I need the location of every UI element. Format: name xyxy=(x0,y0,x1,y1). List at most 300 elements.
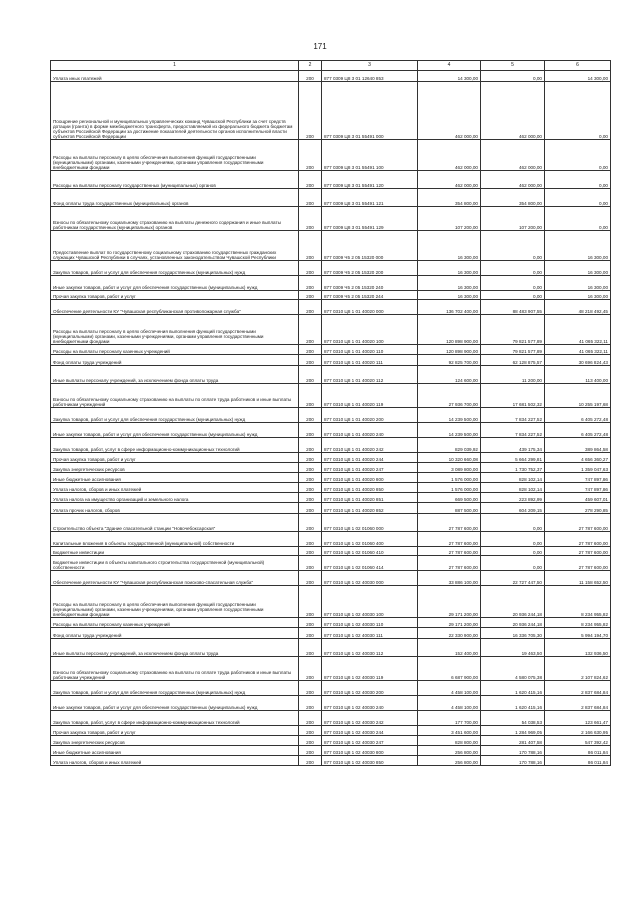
table-row xyxy=(51,189,611,207)
executed-amount-cell: 170 788,16 xyxy=(481,756,545,766)
table-row xyxy=(51,681,611,696)
row-name-cell: Взносы по обязательному социальному страхованию на выплаты по оплате труда работников и иные выплаты работникам учреждений xyxy=(51,384,299,408)
line-code-cell: 200 xyxy=(299,532,322,547)
column-header: 1 xyxy=(51,61,299,71)
executed-amount-cell: 88 483 907,55 xyxy=(481,300,545,315)
row-name-cell: Уплата налогов, сборов и иных платежей xyxy=(51,756,299,766)
budget-classification-cell: 877 0310 Ц8 1 01 40020 119 xyxy=(322,384,418,408)
table-row xyxy=(51,315,611,345)
row-name-cell: Уплата налогов, сборов и иных платежей xyxy=(51,483,299,493)
approved-amount-cell: 27 787 600,00 xyxy=(418,532,481,547)
executed-amount-cell: 107 200,00 xyxy=(481,207,545,231)
row-name-cell: Уплата прочих налогов, сборов xyxy=(51,503,299,514)
table-row xyxy=(51,556,611,571)
line-code-cell: 200 xyxy=(299,261,322,276)
row-name-cell: Уплата налога на имущество организаций и земельного налога xyxy=(51,493,299,503)
budget-classification-cell: 877 0310 Ц8 1 02 40030 850 xyxy=(322,756,418,766)
table-row xyxy=(51,532,611,547)
budget-classification-cell: 877 0309 Ч5 2 05 15320 000 xyxy=(322,231,418,261)
budget-classification-cell: 877 0310 Ц8 1 01 40020 240 xyxy=(322,423,418,438)
executed-amount-cell: 19 463,50 xyxy=(481,639,545,657)
executed-amount-cell: 0,00 xyxy=(481,291,545,300)
column-header: 2 xyxy=(299,61,322,71)
budget-execution-table xyxy=(50,60,611,766)
row-name-cell: Иные бюджетные ассигнования xyxy=(51,473,299,483)
line-code-cell: 200 xyxy=(299,483,322,493)
approved-amount-cell: 177 700,00 xyxy=(418,711,481,726)
line-code-cell: 200 xyxy=(299,315,322,345)
approved-amount-cell: 4 458 100,00 xyxy=(418,696,481,711)
unexecuted-amount-cell: 0,00 xyxy=(545,140,611,171)
line-code-cell: 200 xyxy=(299,628,322,639)
approved-amount-cell: 152 400,00 xyxy=(418,639,481,657)
unexecuted-amount-cell: 0,00 xyxy=(545,189,611,207)
line-code-cell: 200 xyxy=(299,657,322,681)
line-code-cell: 200 xyxy=(299,189,322,207)
table-row xyxy=(51,571,611,586)
executed-amount-cell: 1 730 752,37 xyxy=(481,463,545,473)
approved-amount-cell: 829 039,92 xyxy=(418,438,481,453)
row-name-cell: Иные закупки товаров, работ и услуг для обеспечения государственных (муниципальных) нужд xyxy=(51,276,299,291)
table-header xyxy=(51,61,611,71)
unexecuted-amount-cell: 278 290,85 xyxy=(545,503,611,514)
column-header: 4 xyxy=(418,61,481,71)
approved-amount-cell: 120 898 900,00 xyxy=(418,315,481,345)
table-row xyxy=(51,207,611,231)
unexecuted-amount-cell: 747 897,86 xyxy=(545,483,611,493)
column-number-row xyxy=(51,61,611,71)
executed-amount-cell: 0,00 xyxy=(481,261,545,276)
row-name-cell: Закупка товаров, работ и услуг для обеспечения государственных (муниципальных) нужд xyxy=(51,681,299,696)
row-name-cell: Бюджетные инвестиции xyxy=(51,547,299,556)
row-name-cell: Иные закупки товаров, работ и услуг для обеспечения государственных (муниципальных) нужд xyxy=(51,696,299,711)
executed-amount-cell: 0,00 xyxy=(481,547,545,556)
line-code-cell: 200 xyxy=(299,453,322,463)
line-code-cell: 200 xyxy=(299,746,322,756)
unexecuted-amount-cell: 41 065 322,11 xyxy=(545,345,611,355)
unexecuted-amount-cell: 27 787 600,00 xyxy=(545,514,611,532)
budget-classification-cell: 877 0309 Ц8 3 01 55491 100 xyxy=(322,140,418,171)
row-name-cell: Расходы на выплаты персоналу в целях обеспечения выполнения функций государственными (муниципальными) органами, казенными учреждениями, органами управления государственными внебюджетными фондами xyxy=(51,586,299,618)
row-name-cell: Фонд оплаты труда учреждений xyxy=(51,628,299,639)
executed-amount-cell: 0,00 xyxy=(481,532,545,547)
table-row xyxy=(51,261,611,276)
line-code-cell: 200 xyxy=(299,82,322,140)
budget-classification-cell: 877 0309 Ч5 2 05 15320 244 xyxy=(322,291,418,300)
table-row xyxy=(51,657,611,681)
row-name-cell: Прочая закупка товаров, работ и услуг xyxy=(51,453,299,463)
line-code-cell: 200 xyxy=(299,207,322,231)
table-row xyxy=(51,355,611,366)
table-row xyxy=(51,756,611,766)
line-code-cell: 200 xyxy=(299,423,322,438)
budget-classification-cell: 877 0310 Ц8 1 02 01060 414 xyxy=(322,556,418,571)
executed-amount-cell: 4 580 075,38 xyxy=(481,657,545,681)
unexecuted-amount-cell: 747 897,86 xyxy=(545,473,611,483)
executed-amount-cell: 439 175,34 xyxy=(481,438,545,453)
line-code-cell: 200 xyxy=(299,711,322,726)
unexecuted-amount-cell: 16 300,00 xyxy=(545,261,611,276)
approved-amount-cell: 3 451 600,00 xyxy=(418,726,481,736)
approved-amount-cell: 887 500,00 xyxy=(418,503,481,514)
executed-amount-cell: 0,00 xyxy=(481,71,545,82)
table-row xyxy=(51,726,611,736)
row-name-cell: Расходы на выплаты персоналу в целях обеспечения выполнения функций государственными (муниципальными) органами, казенными учреждениями, органами управления государственными внебюджетными фондами xyxy=(51,315,299,345)
unexecuted-amount-cell: 27 787 600,00 xyxy=(545,532,611,547)
table-row xyxy=(51,82,611,140)
line-code-cell: 200 xyxy=(299,618,322,628)
budget-classification-cell: 877 0310 Ц8 1 02 40030 200 xyxy=(322,681,418,696)
column-header: 6 xyxy=(545,61,611,71)
row-name-cell: Прочая закупка товаров, работ и услуг xyxy=(51,291,299,300)
budget-classification-cell: 877 0310 Ц8 1 02 01060 400 xyxy=(322,532,418,547)
table-row xyxy=(51,639,611,657)
unexecuted-amount-cell: 132 936,50 xyxy=(545,639,611,657)
approved-amount-cell: 107 200,00 xyxy=(418,207,481,231)
approved-amount-cell: 22 330 900,00 xyxy=(418,628,481,639)
budget-classification-cell: 877 0310 Ц8 1 01 40020 852 xyxy=(322,503,418,514)
executed-amount-cell: 20 936 244,18 xyxy=(481,586,545,618)
table-row xyxy=(51,231,611,261)
approved-amount-cell: 669 500,00 xyxy=(418,493,481,503)
executed-amount-cell: 0,00 xyxy=(481,231,545,261)
table-row xyxy=(51,384,611,408)
approved-amount-cell: 29 171 200,00 xyxy=(418,618,481,628)
approved-amount-cell: 828 800,00 xyxy=(418,736,481,746)
budget-classification-cell: 877 0309 Ч5 2 05 15320 200 xyxy=(322,261,418,276)
unexecuted-amount-cell: 2 107 824,62 xyxy=(545,657,611,681)
line-code-cell: 200 xyxy=(299,366,322,384)
row-name-cell: Взносы по обязательному социальному страхованию на выплаты денежного содержания и иные выплаты работникам государственных (муниципальных) органов xyxy=(51,207,299,231)
unexecuted-amount-cell: 16 300,00 xyxy=(545,291,611,300)
line-code-cell: 200 xyxy=(299,355,322,366)
budget-classification-cell: 877 0310 Ц8 1 01 40020 247 xyxy=(322,463,418,473)
line-code-cell: 200 xyxy=(299,171,322,189)
table-body xyxy=(51,71,611,766)
unexecuted-amount-cell: 16 300,00 xyxy=(545,231,611,261)
budget-classification-cell: 877 0310 Ц8 1 02 40030 800 xyxy=(322,746,418,756)
budget-classification-cell: 877 0310 Ц8 1 01 40020 242 xyxy=(322,438,418,453)
budget-classification-cell: 877 0309 Ц8 3 01 55491 121 xyxy=(322,189,418,207)
approved-amount-cell: 256 800,00 xyxy=(418,756,481,766)
row-name-cell: Обеспечение деятельности КУ "Чувашская республиканская поисково-спасательная служба" xyxy=(51,571,299,586)
table-row xyxy=(51,514,611,532)
approved-amount-cell: 120 898 900,00 xyxy=(418,345,481,355)
row-name-cell: Обеспечение деятельности КУ "Чувашская республиканская противопожарная служба" xyxy=(51,300,299,315)
executed-amount-cell: 79 821 577,89 xyxy=(481,315,545,345)
approved-amount-cell: 14 239 500,00 xyxy=(418,408,481,423)
row-name-cell: Расходы на выплаты персоналу казенных учреждений xyxy=(51,345,299,355)
unexecuted-amount-cell: 8 234 955,82 xyxy=(545,586,611,618)
budget-classification-cell: 877 0310 Ц8 1 02 40030 119 xyxy=(322,657,418,681)
row-name-cell: Иные закупки товаров, работ и услуг для обеспечения государственных (муниципальных) нужд xyxy=(51,423,299,438)
approved-amount-cell: 462 000,00 xyxy=(418,140,481,171)
approved-amount-cell: 354 800,00 xyxy=(418,189,481,207)
approved-amount-cell: 27 787 600,00 xyxy=(418,514,481,532)
executed-amount-cell: 22 727 447,50 xyxy=(481,571,545,586)
line-code-cell: 200 xyxy=(299,514,322,532)
row-name-cell: Закупка энергетических ресурсов xyxy=(51,463,299,473)
table-row xyxy=(51,736,611,746)
table-row xyxy=(51,696,611,711)
budget-classification-cell: 877 0310 Ц8 1 02 40030 112 xyxy=(322,639,418,657)
row-name-cell: Предоставление выплат по государственному социальному страхованию государственных гражданских служащих Чувашской Республики в случаях, установленных законодательством Чувашской Республики xyxy=(51,231,299,261)
unexecuted-amount-cell: 0,00 xyxy=(545,171,611,189)
approved-amount-cell: 27 787 600,00 xyxy=(418,547,481,556)
table-row xyxy=(51,473,611,483)
unexecuted-amount-cell: 27 787 600,00 xyxy=(545,547,611,556)
line-code-cell: 200 xyxy=(299,384,322,408)
approved-amount-cell: 124 600,00 xyxy=(418,366,481,384)
row-name-cell: Закупка товаров, работ, услуг в сфере информационно-коммуникационных технологий xyxy=(51,711,299,726)
table-row xyxy=(51,366,611,384)
unexecuted-amount-cell: 11 158 652,50 xyxy=(545,571,611,586)
line-code-cell: 200 xyxy=(299,586,322,618)
budget-classification-cell: 877 0310 Ц8 1 02 40030 242 xyxy=(322,711,418,726)
budget-classification-cell: 877 0309 Ц8 3 01 55491 129 xyxy=(322,207,418,231)
unexecuted-amount-cell: 41 065 322,11 xyxy=(545,315,611,345)
budget-classification-cell: 877 0310 Ц8 1 01 40020 112 xyxy=(322,366,418,384)
budget-classification-cell: 877 0310 Ц8 1 02 40030 247 xyxy=(322,736,418,746)
approved-amount-cell: 256 800,00 xyxy=(418,746,481,756)
approved-amount-cell: 16 300,00 xyxy=(418,231,481,261)
budget-classification-cell: 877 0310 Ц8 1 01 40020 110 xyxy=(322,345,418,355)
table-row xyxy=(51,438,611,453)
unexecuted-amount-cell: 123 661,47 xyxy=(545,711,611,726)
approved-amount-cell: 16 300,00 xyxy=(418,276,481,291)
unexecuted-amount-cell: 14 300,00 xyxy=(545,71,611,82)
row-name-cell: Прочая закупка товаров, работ и услуг xyxy=(51,726,299,736)
budget-classification-cell: 877 0309 Ч5 2 05 15320 240 xyxy=(322,276,418,291)
budget-classification-cell: 877 0309 Ц8 3 01 55491 000 xyxy=(322,82,418,140)
executed-amount-cell: 79 821 577,89 xyxy=(481,345,545,355)
unexecuted-amount-cell: 6 405 272,48 xyxy=(545,408,611,423)
unexecuted-amount-cell: 113 400,00 xyxy=(545,366,611,384)
approved-amount-cell: 136 702 400,00 xyxy=(418,300,481,315)
column-header: 5 xyxy=(481,61,545,71)
unexecuted-amount-cell: 30 696 824,43 xyxy=(545,355,611,366)
row-name-cell: Капитальные вложения в объекты государственной (муниципальной) собственности xyxy=(51,532,299,547)
column-header: 3 xyxy=(322,61,418,71)
approved-amount-cell: 16 300,00 xyxy=(418,261,481,276)
approved-amount-cell: 462 000,00 xyxy=(418,82,481,140)
executed-amount-cell: 0,00 xyxy=(481,276,545,291)
table-row xyxy=(51,423,611,438)
budget-classification-cell: 877 0310 Ц8 1 01 40020 850 xyxy=(322,483,418,493)
executed-amount-cell: 462 000,00 xyxy=(481,171,545,189)
approved-amount-cell: 6 687 900,00 xyxy=(418,657,481,681)
table-row xyxy=(51,345,611,355)
table-row xyxy=(51,300,611,315)
table-row xyxy=(51,618,611,628)
executed-amount-cell: 17 681 502,32 xyxy=(481,384,545,408)
row-name-cell: Расходы на выплаты персоналу казенных учреждений xyxy=(51,618,299,628)
row-name-cell: Строительство объекта "Здание спасательной станции "Новочебоксарская" xyxy=(51,514,299,532)
line-code-cell: 200 xyxy=(299,473,322,483)
line-code-cell: 200 xyxy=(299,639,322,657)
table-row xyxy=(51,453,611,463)
executed-amount-cell: 62 128 875,57 xyxy=(481,355,545,366)
executed-amount-cell: 828 102,14 xyxy=(481,473,545,483)
approved-amount-cell: 14 300,00 xyxy=(418,71,481,82)
approved-amount-cell: 1 576 000,00 xyxy=(418,473,481,483)
approved-amount-cell: 16 300,00 xyxy=(418,291,481,300)
approved-amount-cell: 1 576 000,00 xyxy=(418,483,481,493)
budget-classification-cell: 877 0310 Ц8 1 02 01060 000 xyxy=(322,514,418,532)
approved-amount-cell: 29 171 200,00 xyxy=(418,586,481,618)
line-code-cell: 200 xyxy=(299,736,322,746)
row-name-cell: Взносы по обязательному социальному страхованию на выплаты по оплате труда работников и иные выплаты работникам учреждений xyxy=(51,657,299,681)
executed-amount-cell: 462 000,00 xyxy=(481,140,545,171)
executed-amount-cell: 0,00 xyxy=(481,514,545,532)
unexecuted-amount-cell: 1 359 047,63 xyxy=(545,463,611,473)
line-code-cell: 200 xyxy=(299,726,322,736)
budget-classification-cell: 877 0310 Ц8 1 02 01060 410 xyxy=(322,547,418,556)
line-code-cell: 200 xyxy=(299,300,322,315)
unexecuted-amount-cell: 48 218 492,45 xyxy=(545,300,611,315)
row-name-cell: Иные выплаты персоналу учреждений, за исключением фонда оплаты труда xyxy=(51,639,299,657)
budget-classification-cell: 877 0310 Ц8 1 01 40020 851 xyxy=(322,493,418,503)
line-code-cell: 200 xyxy=(299,493,322,503)
line-code-cell: 200 xyxy=(299,71,322,82)
line-code-cell: 200 xyxy=(299,408,322,423)
line-code-cell: 200 xyxy=(299,503,322,514)
line-code-cell: 200 xyxy=(299,276,322,291)
executed-amount-cell: 354 800,00 xyxy=(481,189,545,207)
budget-classification-cell: 877 0310 Ц8 1 02 40030 111 xyxy=(322,628,418,639)
table-row xyxy=(51,493,611,503)
budget-classification-cell: 877 0310 Ц8 1 02 40030 100 xyxy=(322,586,418,618)
row-name-cell: Поощрение региональной и муниципальных управленческих команд Чувашской Республики за счет средств дотации (гранта) в форме межбюджетного трансферта, предоставляемой из федерального бюджета бюджетам субъектов Российской Федерации за достижение показателей деятельности органов исполнительной власти субъектов Российской Федерации xyxy=(51,82,299,140)
row-name-cell: Закупка товаров, работ и услуг для обеспечения государственных (муниципальных) нужд xyxy=(51,408,299,423)
budget-classification-cell: 877 0310 Ц8 1 01 40020 100 xyxy=(322,315,418,345)
executed-amount-cell: 54 038,53 xyxy=(481,711,545,726)
line-code-cell: 200 xyxy=(299,140,322,171)
approved-amount-cell: 27 936 700,00 xyxy=(418,384,481,408)
executed-amount-cell: 1 620 415,16 xyxy=(481,681,545,696)
executed-amount-cell: 1 620 415,16 xyxy=(481,696,545,711)
table-row xyxy=(51,140,611,171)
executed-amount-cell: 281 407,58 xyxy=(481,736,545,746)
unexecuted-amount-cell: 6 405 272,48 xyxy=(545,423,611,438)
approved-amount-cell: 92 825 700,00 xyxy=(418,355,481,366)
approved-amount-cell: 14 239 500,00 xyxy=(418,423,481,438)
executed-amount-cell: 223 892,99 xyxy=(481,493,545,503)
unexecuted-amount-cell: 27 787 600,00 xyxy=(545,556,611,571)
approved-amount-cell: 4 458 100,00 xyxy=(418,681,481,696)
approved-amount-cell: 10 320 660,08 xyxy=(418,453,481,463)
table-row xyxy=(51,711,611,726)
line-code-cell: 200 xyxy=(299,681,322,696)
unexecuted-amount-cell: 0,00 xyxy=(545,207,611,231)
budget-classification-cell: 877 0310 Ц8 1 02 40030 000 xyxy=(322,571,418,586)
unexecuted-amount-cell: 389 864,58 xyxy=(545,438,611,453)
executed-amount-cell: 5 664 299,81 xyxy=(481,453,545,463)
executed-amount-cell: 11 200,00 xyxy=(481,366,545,384)
table-row xyxy=(51,503,611,514)
unexecuted-amount-cell: 2 837 684,84 xyxy=(545,696,611,711)
line-code-cell: 200 xyxy=(299,756,322,766)
row-name-cell: Фонд оплаты труда учреждений xyxy=(51,355,299,366)
unexecuted-amount-cell: 16 300,00 xyxy=(545,276,611,291)
unexecuted-amount-cell: 0,00 xyxy=(545,82,611,140)
approved-amount-cell: 33 886 100,00 xyxy=(418,571,481,586)
row-name-cell: Иные выплаты персоналу учреждений, за исключением фонда оплаты труда xyxy=(51,366,299,384)
line-code-cell: 200 xyxy=(299,547,322,556)
table-row xyxy=(51,628,611,639)
executed-amount-cell: 828 102,14 xyxy=(481,483,545,493)
unexecuted-amount-cell: 2 166 630,95 xyxy=(545,726,611,736)
line-code-cell: 200 xyxy=(299,438,322,453)
budget-classification-cell: 877 0309 Ц8 3 01 55491 120 xyxy=(322,171,418,189)
budget-classification-cell: 877 0310 Ц8 1 01 40020 111 xyxy=(322,355,418,366)
row-name-cell: Бюджетные инвестиции в объекты капитального строительства государственной (муниципальной) собственности xyxy=(51,556,299,571)
executed-amount-cell: 7 834 227,52 xyxy=(481,423,545,438)
executed-amount-cell: 20 936 244,18 xyxy=(481,618,545,628)
unexecuted-amount-cell: 5 994 194,70 xyxy=(545,628,611,639)
table-row xyxy=(51,483,611,493)
line-code-cell: 200 xyxy=(299,463,322,473)
executed-amount-cell: 170 788,16 xyxy=(481,746,545,756)
executed-amount-cell: 7 834 227,52 xyxy=(481,408,545,423)
line-code-cell: 200 xyxy=(299,696,322,711)
table-row xyxy=(51,171,611,189)
budget-classification-cell: 877 0310 Ц8 1 01 40020 800 xyxy=(322,473,418,483)
table-row xyxy=(51,71,611,82)
row-name-cell: Фонд оплаты труда государственных (муниципальных) органов xyxy=(51,189,299,207)
row-name-cell: Расходы на выплаты персоналу государственных (муниципальных) органов xyxy=(51,171,299,189)
row-name-cell: Закупка товаров, работ, услуг в сфере информационно-коммуникационных технологий xyxy=(51,438,299,453)
row-name-cell: Иные бюджетные ассигнования xyxy=(51,746,299,756)
table-row xyxy=(51,586,611,618)
table-row xyxy=(51,408,611,423)
table-row xyxy=(51,463,611,473)
row-name-cell: Расходы на выплаты персоналу в целях обеспечения выполнения функций государственными (муниципальными) органами, казенными учреждениями, органами управления государственными внебюджетными фондами xyxy=(51,140,299,171)
page-number: 171 xyxy=(313,42,327,51)
row-name-cell: Уплата иных платежей xyxy=(51,71,299,82)
unexecuted-amount-cell: 547 392,42 xyxy=(545,736,611,746)
unexecuted-amount-cell: 10 255 197,68 xyxy=(545,384,611,408)
table-row xyxy=(51,746,611,756)
line-code-cell: 200 xyxy=(299,291,322,300)
unexecuted-amount-cell: 8 234 955,82 xyxy=(545,618,611,628)
approved-amount-cell: 27 787 600,00 xyxy=(418,556,481,571)
unexecuted-amount-cell: 86 011,84 xyxy=(545,746,611,756)
unexecuted-amount-cell: 4 656 360,27 xyxy=(545,453,611,463)
executed-amount-cell: 1 284 969,05 xyxy=(481,726,545,736)
table-row xyxy=(51,291,611,300)
row-name-cell: Закупка энергетических ресурсов xyxy=(51,736,299,746)
budget-classification-cell: 877 0310 Ц8 1 02 40030 110 xyxy=(322,618,418,628)
budget-classification-cell: 877 0310 Ц8 1 01 40020 200 xyxy=(322,408,418,423)
executed-amount-cell: 16 336 705,30 xyxy=(481,628,545,639)
executed-amount-cell: 604 209,15 xyxy=(481,503,545,514)
row-name-cell: Закупка товаров, работ и услуг для обеспечения государственных (муниципальных) нужд xyxy=(51,261,299,276)
budget-classification-cell: 877 0310 Ц8 1 01 40020 244 xyxy=(322,453,418,463)
table-row xyxy=(51,276,611,291)
line-code-cell: 200 xyxy=(299,571,322,586)
executed-amount-cell: 0,00 xyxy=(481,556,545,571)
line-code-cell: 200 xyxy=(299,345,322,355)
unexecuted-amount-cell: 86 011,84 xyxy=(545,756,611,766)
budget-classification-cell: 877 0310 Ц8 1 02 40030 244 xyxy=(322,726,418,736)
budget-classification-cell: 877 0309 Ц8 3 01 12640 853 xyxy=(322,71,418,82)
line-code-cell: 200 xyxy=(299,556,322,571)
budget-classification-cell: 877 0310 Ц8 1 01 40020 000 xyxy=(322,300,418,315)
approved-amount-cell: 462 000,00 xyxy=(418,171,481,189)
table-row xyxy=(51,547,611,556)
budget-classification-cell: 877 0310 Ц8 1 02 40030 240 xyxy=(322,696,418,711)
